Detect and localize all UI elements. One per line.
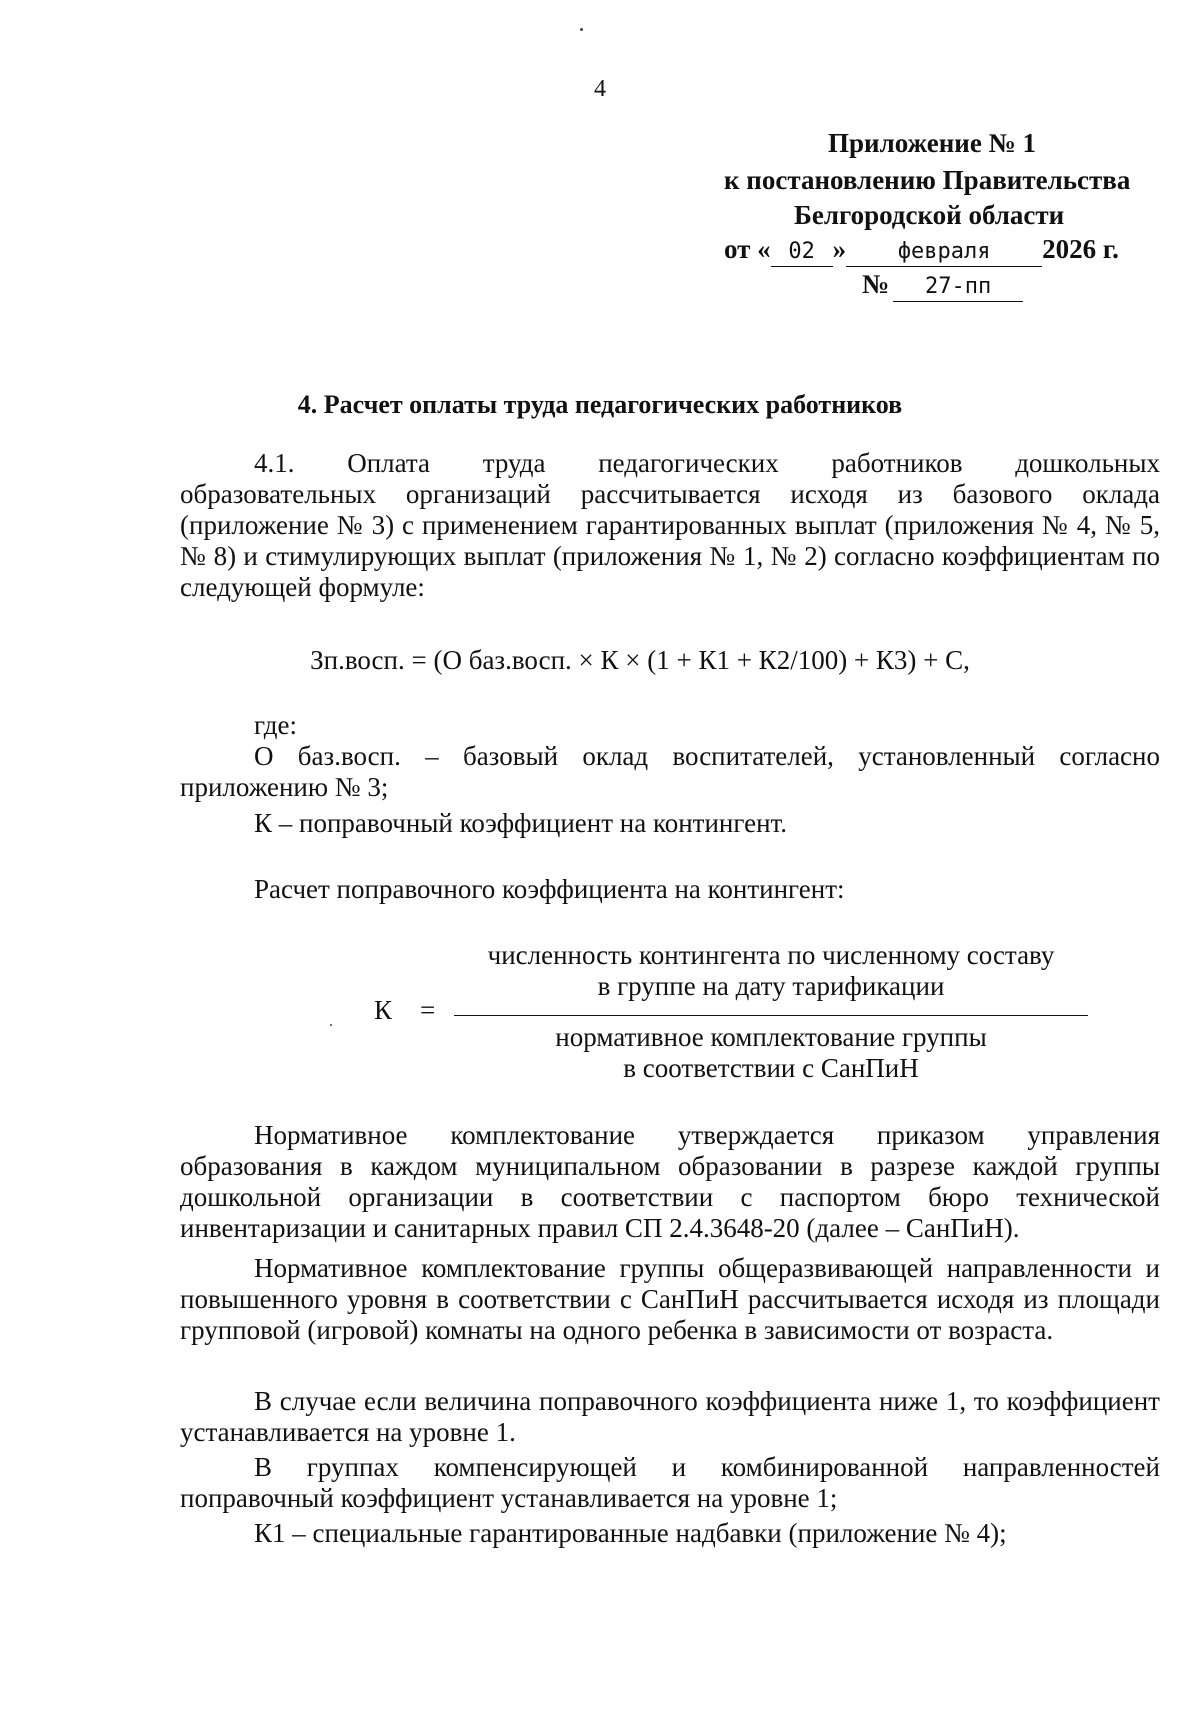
number-value: 27-пп [893,273,1023,302]
definition-o-base: О баз.восп. – базовый оклад воспитателей, установленный согласно приложению № 3; [180,741,1160,802]
appendix-region: Белгородской области [794,200,1065,230]
definition-k: К – поправочный коэффициент на контингент. [254,808,788,838]
definition-k1: К1 – специальные гарантированные надбавки (приложение № 4); [254,1518,1007,1548]
date-month: февраля [846,238,1042,267]
page-number: 4 [594,76,606,102]
paragraph-case: В случае если величина поправочного коэффициента ниже 1, то коэффициент устанавливается на уровне 1. [180,1386,1160,1447]
where-label: где: [254,710,297,740]
paragraph-groups: В группах компенсирующей и комбинированной направленностей поправочный коэффициент устанавливается на уровне 1; [180,1452,1160,1513]
appendix-number [862,269,1023,302]
calc-title: Расчет поправочного коэффициента на контингент: [254,874,845,904]
fraction-numerator-line2: в группе на дату тарификации [597,971,945,1001]
fraction-equals: = [420,995,436,1025]
fraction-k-label: К [374,995,393,1025]
paragraph-4-1: образовательных организаций рассчитывается исходя из базового оклада (приложение № 3) с применением гарантированных выплат (приложения № 4, № 5, № 8) и стимулирующих выплат (приложения № 1, № 2) согласно коэффициентам по следующей формуле: [180,479,1160,602]
appendix-reference: к постановлению Правительства [724,165,1131,195]
date-year: 2026 г. [1042,234,1119,264]
fraction-numerator-line1: численность контингента по численному составу [487,940,1055,970]
appendix-title: Приложение № 1 [828,128,1036,158]
paragraph-4-1-first-line: 4.1. Оплата труда педагогических работников дошкольных [254,448,1160,478]
date-mid: » [832,234,847,264]
paragraph-norm-1: Нормативное комплектование утверждается приказом управления образования в каждом муниципальном образовании в разрезе каждой группы дошкольной организации в соответствии с паспортом бюро технической инвентаризации и санитарных правил СП 2.4.3648-20 (далее – СанПиН). [180,1120,1160,1243]
fraction-bar [454,1015,1088,1016]
section-title: 4. Расчет оплаты труда педагогических работников [297,390,903,419]
fraction-denominator-line1: нормативное комплектование группы [555,1022,987,1052]
salary-formula: Зп.восп. = (О баз.восп. × К × (1 + К1 + К2/100) + К3) + С, [310,645,970,675]
scan-speck [330,1024,332,1026]
paragraph-norm-2: Нормативное комплектование группы общеразвивающей направленности и повышенного уровня в соответствии с СанПиН рассчитывается исходя из площади групповой (игровой) комнаты на одного ребенка в зависимости от возраста. [180,1253,1160,1345]
appendix-date [724,234,1119,267]
date-day: 02 [771,238,833,267]
number-prefix: № [862,269,890,299]
fraction-denominator-line2: в соответствии с СанПиН [623,1053,919,1083]
scan-speck [580,28,583,31]
date-prefix: от « [724,234,771,264]
